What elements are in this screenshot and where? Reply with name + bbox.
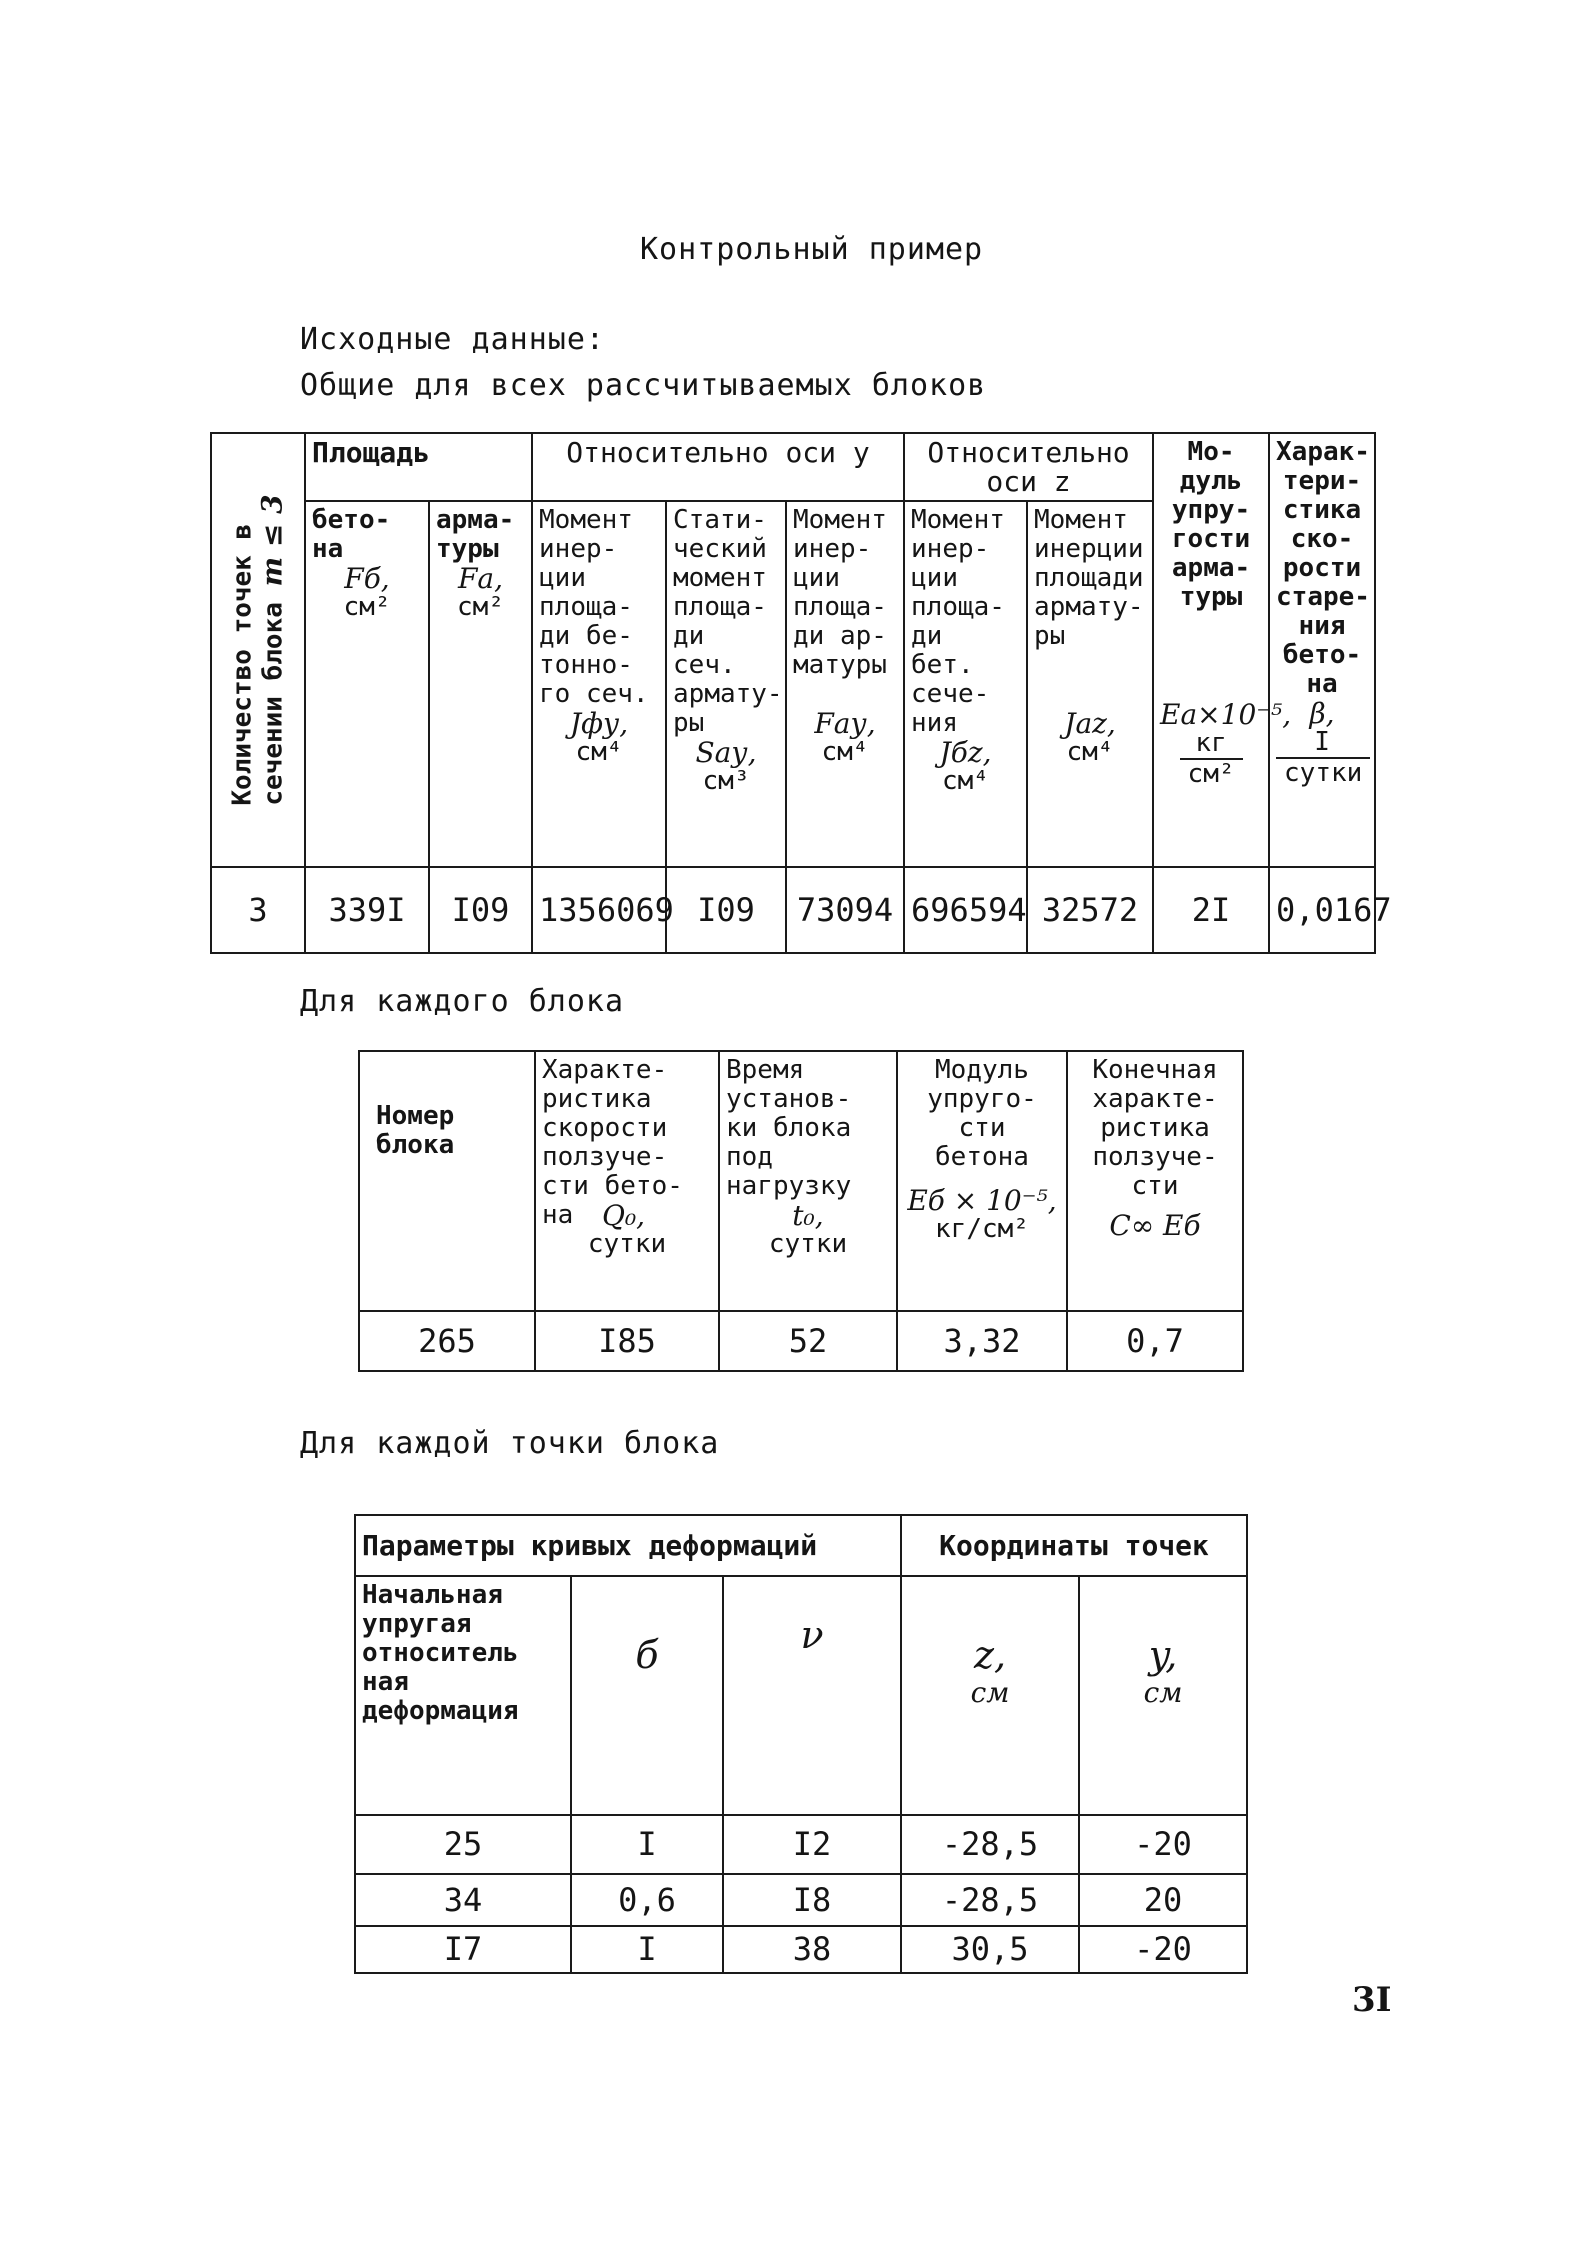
subtitle-each-block: Для каждого блока bbox=[300, 984, 625, 1019]
table-common-data bbox=[210, 432, 1392, 954]
table-cell: 1356069 bbox=[532, 867, 666, 953]
group-header-axis-z: Относительно оси z bbox=[904, 433, 1153, 501]
column-header-concrete-modulus: Модуль упруго- сти бетона Eб × 10⁻⁵, кг/см² bbox=[897, 1051, 1067, 1311]
table-cell: 3 bbox=[211, 867, 305, 953]
table-row bbox=[355, 1926, 1247, 1973]
column-header-sigma: б bbox=[571, 1576, 723, 1815]
table-cell: 0,0167 bbox=[1269, 867, 1375, 953]
intro-heading: Исходные данные: bbox=[300, 322, 605, 357]
table-cell: I bbox=[571, 1926, 723, 1973]
table-cell: 25 bbox=[355, 1815, 571, 1874]
table-cell: I09 bbox=[429, 867, 532, 953]
page-number: 3I bbox=[1352, 1980, 1392, 2020]
table-cell: 38 bbox=[723, 1926, 901, 1973]
table-row bbox=[359, 1311, 1243, 1371]
table-cell: 34 bbox=[355, 1874, 571, 1927]
table-cell: 20 bbox=[1079, 1874, 1247, 1927]
page-title: Контрольный пример bbox=[640, 232, 984, 267]
table-cell: 265 bbox=[359, 1311, 535, 1371]
column-header-block-number: Номер блока bbox=[359, 1051, 535, 1311]
table-cell: 696594 bbox=[904, 867, 1027, 953]
column-header-concrete-area: бето- на Fб, см² bbox=[305, 501, 429, 867]
table-block-data bbox=[358, 1050, 1244, 1372]
table-cell: 2I bbox=[1153, 867, 1269, 953]
column-header-y-concrete-inertia: Момент инер- ции площа- ди бе- тонно- го сеч. Jфу, см⁴ bbox=[532, 501, 666, 867]
column-header-points-count: Количество точек в сечении блока m ≤ 3 bbox=[211, 433, 305, 867]
column-header-rebar-area: арма- туры Fа, см² bbox=[429, 501, 532, 867]
column-header-y-rebar-inertia: Момент инер- ции площа- ди ар- матуры Fау, см⁴ bbox=[786, 501, 904, 867]
table-cell: I bbox=[571, 1815, 723, 1874]
column-header-aging-rate: Харак- тери- стика ско- рости старе- ния бето- на β, I сутки bbox=[1269, 433, 1375, 867]
table-cell: I2 bbox=[723, 1815, 901, 1874]
group-header-deformation-params: Параметры кривых деформаций bbox=[355, 1515, 901, 1576]
group-header-coordinates: Координаты точек bbox=[901, 1515, 1247, 1576]
group-header-area: Площадь bbox=[305, 433, 532, 501]
subtitle-each-point: Для каждой точки блока bbox=[300, 1426, 720, 1461]
column-header-creep-rate: Характе- ристика скорости ползуче- сти бето- на Q₀, сутки bbox=[535, 1051, 719, 1311]
table-row bbox=[211, 867, 1375, 953]
column-header-y-static-moment: Стати- ческий момент площа- ди сеч. армату- ры Sау, см³ bbox=[666, 501, 786, 867]
group-header-axis-y: Относительно оси y bbox=[532, 433, 904, 501]
table-cell: 0,7 bbox=[1067, 1311, 1243, 1371]
subtitle-common: Общие для всех рассчитываемых блоков bbox=[300, 368, 987, 403]
column-header-y: y, см bbox=[1079, 1576, 1247, 1815]
table-cell: -28,5 bbox=[901, 1874, 1079, 1927]
table-cell: I85 bbox=[535, 1311, 719, 1371]
table-cell: I7 bbox=[355, 1926, 571, 1973]
table-cell: 339I bbox=[305, 867, 429, 953]
column-header-z-concrete-inertia: Момент инер- ции площа- ди бет. сече- ния Jбz, см⁴ bbox=[904, 501, 1027, 867]
table-cell: I09 bbox=[666, 867, 786, 953]
table-cell: 3,32 bbox=[897, 1311, 1067, 1371]
table-row bbox=[355, 1815, 1247, 1874]
table-cell: 73094 bbox=[786, 867, 904, 953]
column-header-z: z, см bbox=[901, 1576, 1079, 1815]
column-header-final-creep: Конечная характе- ристика ползуче- сти C∞ Eб bbox=[1067, 1051, 1243, 1311]
column-header-rebar-modulus: Мо- дуль упру- гости арма- туры Eа×10⁻⁵, кг см² bbox=[1153, 433, 1269, 867]
table-cell: 52 bbox=[719, 1311, 897, 1371]
table-cell: 30,5 bbox=[901, 1926, 1079, 1973]
column-header-nu: ν bbox=[723, 1576, 901, 1815]
table-cell: 0,6 bbox=[571, 1874, 723, 1927]
column-header-loading-time: Время установ- ки блока под нагрузку t₀, сутки bbox=[719, 1051, 897, 1311]
table-cell: -28,5 bbox=[901, 1815, 1079, 1874]
table-point-data bbox=[354, 1514, 1248, 1974]
table-cell: -20 bbox=[1079, 1815, 1247, 1874]
column-header-z-rebar-inertia: Момент инерции площади армату- ры Jаz, см⁴ bbox=[1027, 501, 1153, 867]
column-header-initial-strain: Начальная упругая относитель ная деформация bbox=[355, 1576, 571, 1815]
table-cell: -20 bbox=[1079, 1926, 1247, 1973]
table-cell: 32572 bbox=[1027, 867, 1153, 953]
table-row bbox=[355, 1874, 1247, 1927]
table-cell: I8 bbox=[723, 1874, 901, 1927]
